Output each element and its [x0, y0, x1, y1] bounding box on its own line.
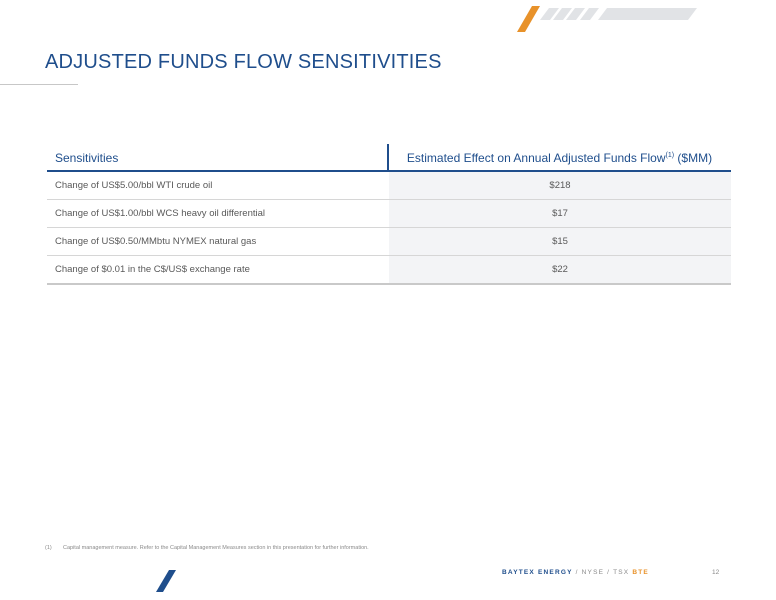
- row-label: Change of US$0.50/MMbtu NYMEX natural gas: [55, 236, 257, 247]
- header-unit: ($MM): [674, 151, 713, 165]
- row-label: Change of US$5.00/bbl WTI crude oil: [55, 180, 213, 191]
- page-title: ADJUSTED FUNDS FLOW SENSITIVITIES: [45, 51, 442, 73]
- exchange-tsx: TSX: [613, 569, 630, 576]
- table-row: [47, 200, 731, 228]
- row-value: $218: [389, 172, 731, 199]
- footnote: [45, 545, 369, 551]
- table-row: [47, 228, 731, 256]
- page-number: 12: [712, 569, 720, 576]
- brand-separator: /: [604, 569, 614, 576]
- footer-brand: [502, 569, 649, 576]
- header-estimated-effect: [388, 151, 731, 165]
- company-name: BAYTEX ENERGY: [502, 569, 573, 576]
- header-estimated-effect-text: Estimated Effect on Annual Adjusted Funds Flow: [406, 151, 666, 165]
- logo-slash-icon: [155, 570, 177, 592]
- ticker-symbol: BTE: [632, 569, 649, 576]
- brand-separator: /: [572, 569, 582, 576]
- exchange-nyse: NYSE: [581, 569, 605, 576]
- row-value: $15: [389, 228, 731, 255]
- sensitivities-table: [47, 142, 731, 285]
- table-row: [47, 172, 731, 200]
- row-value: $22: [389, 256, 731, 283]
- footnote-number: (1): [45, 545, 52, 551]
- footnote-text: Capital management measure. Refer to the Capital Management Measures section in this presentation for further information.: [63, 545, 369, 551]
- table-header: [47, 142, 731, 172]
- header-footnote-marker: (1): [665, 152, 675, 159]
- title-underline: [0, 84, 78, 85]
- row-label: Change of $0.01 in the C$/US$ exchange rate: [55, 264, 250, 275]
- row-value: $17: [389, 200, 731, 227]
- header-sensitivities: Sensitivities: [55, 151, 119, 165]
- header-stripes-decoration: [515, 6, 705, 32]
- table-row: [47, 256, 731, 285]
- row-label: Change of US$1.00/bbl WCS heavy oil differential: [55, 208, 266, 219]
